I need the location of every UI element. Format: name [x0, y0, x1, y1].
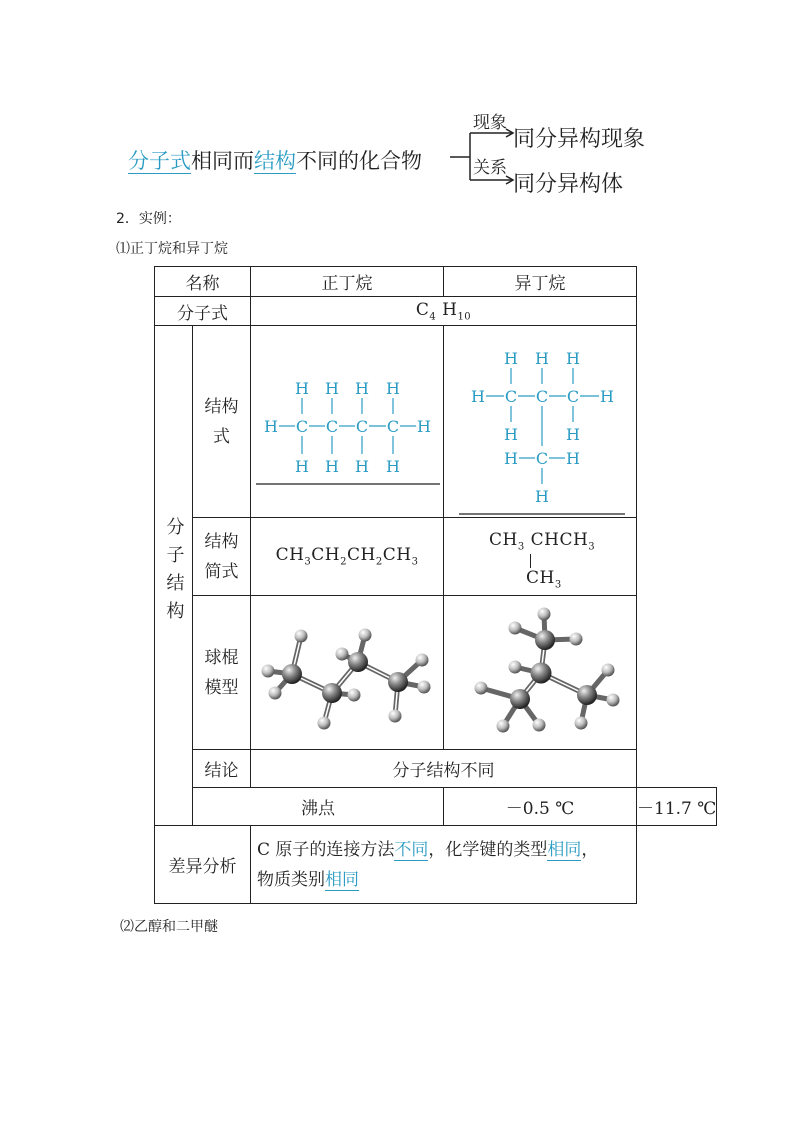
svg-text:H: H	[325, 378, 339, 398]
ball-stick-isobutane	[444, 596, 637, 750]
blank-same-bond: 相同	[547, 839, 582, 860]
svg-text:H: H	[504, 424, 518, 444]
header-isobutane: 异丁烷	[444, 267, 637, 297]
svg-text:H: H	[600, 386, 614, 406]
group-molecular-structure: 分子结构	[155, 326, 193, 826]
svg-text:C: C	[295, 416, 309, 436]
header-name: 名称	[155, 267, 251, 297]
isomer-concept-diagram	[128, 108, 688, 200]
label-structural-formula: 结构式	[193, 326, 251, 518]
table-row	[155, 788, 717, 826]
concept-definition	[128, 145, 422, 175]
svg-text:H: H	[355, 456, 369, 476]
label-conclusion: 结论	[193, 750, 251, 788]
svg-text:H: H	[535, 348, 549, 368]
isobutane-ball-stick-model	[445, 598, 635, 748]
blank-structure: 结构	[254, 149, 296, 173]
result-isomer: 同分异构体	[513, 172, 624, 197]
svg-text:H: H	[417, 416, 431, 436]
svg-text:C: C	[386, 416, 400, 436]
table-row	[155, 267, 717, 297]
condensed-formula-isobutane: $CH_3$ $CHCH_3$ $CH_3$	[444, 518, 637, 596]
boiling-point-isobutane: －11.7 ℃	[637, 788, 717, 826]
svg-text:H: H	[264, 416, 278, 436]
difference-analysis-text: C 原子的连接方法不同，化学键的类型相同， 物质类别相同	[251, 826, 637, 904]
subsection-heading: ⑴正丁烷和异丁烷	[116, 241, 228, 257]
blank-different: 不同	[394, 839, 429, 860]
n-butane-ball-stick-model	[252, 598, 442, 748]
svg-text:C: C	[355, 416, 369, 436]
svg-text:H: H	[386, 456, 400, 476]
table-row	[155, 596, 717, 750]
header-n-butane: 正丁烷	[251, 267, 444, 297]
label-phenomenon: 现象	[473, 113, 507, 133]
subsection-heading: ⑵乙醇和二甲醚	[120, 919, 218, 935]
svg-text:C: C	[566, 386, 580, 406]
label-molecular-formula: 分子式	[155, 297, 251, 326]
concept-text: 不同的化合物	[296, 149, 422, 173]
structural-formula-n-butane	[251, 326, 444, 518]
svg-text:H: H	[355, 378, 369, 398]
n-butane-structure-diagram	[252, 332, 442, 512]
concept-text: 相同而	[191, 149, 254, 173]
svg-text:C: C	[535, 448, 549, 468]
table-row	[155, 326, 717, 518]
condensed-formula-n-butane: $CH_3CH_2CH_2CH_3$	[251, 518, 444, 596]
isobutane-structure-diagram	[445, 328, 635, 516]
svg-text:H: H	[471, 386, 485, 406]
branch-bond	[530, 554, 531, 568]
svg-text:H: H	[535, 486, 549, 506]
ball-stick-n-butane	[251, 596, 444, 750]
svg-text:H: H	[295, 378, 309, 398]
table-row	[155, 826, 717, 904]
blank-same-class: 相同	[325, 869, 359, 890]
molecular-formula: $C_4$ $H_{10}$	[251, 297, 637, 326]
table-row	[155, 750, 717, 788]
conclusion-value: 分子结构不同	[251, 750, 637, 788]
svg-text:H: H	[325, 456, 339, 476]
label-difference-analysis: 差异分析	[155, 826, 251, 904]
label-boiling-point: 沸点	[193, 788, 444, 826]
boiling-point-n-butane: －0.5 ℃	[444, 788, 637, 826]
svg-text:H: H	[566, 424, 580, 444]
svg-text:H: H	[504, 448, 518, 468]
label-ball-stick-model: 球棍模型	[193, 596, 251, 750]
butane-comparison-table	[154, 266, 717, 904]
label-relation: 关系	[473, 158, 507, 178]
svg-text:C: C	[504, 386, 518, 406]
svg-text:H: H	[566, 348, 580, 368]
svg-text:H: H	[504, 348, 518, 368]
table-row	[155, 518, 717, 596]
blank-molecular-formula: 分子式	[128, 149, 191, 173]
structural-formula-isobutane	[444, 326, 637, 518]
svg-text:H: H	[566, 448, 580, 468]
svg-text:H: H	[386, 378, 400, 398]
svg-text:H: H	[295, 456, 309, 476]
table-row	[155, 297, 717, 326]
svg-text:C: C	[535, 386, 549, 406]
result-isomerism: 同分异构现象	[513, 127, 646, 152]
section-heading: 2．实例：	[116, 211, 181, 227]
label-condensed-formula: 结构简式	[193, 518, 251, 596]
svg-text:C: C	[325, 416, 339, 436]
